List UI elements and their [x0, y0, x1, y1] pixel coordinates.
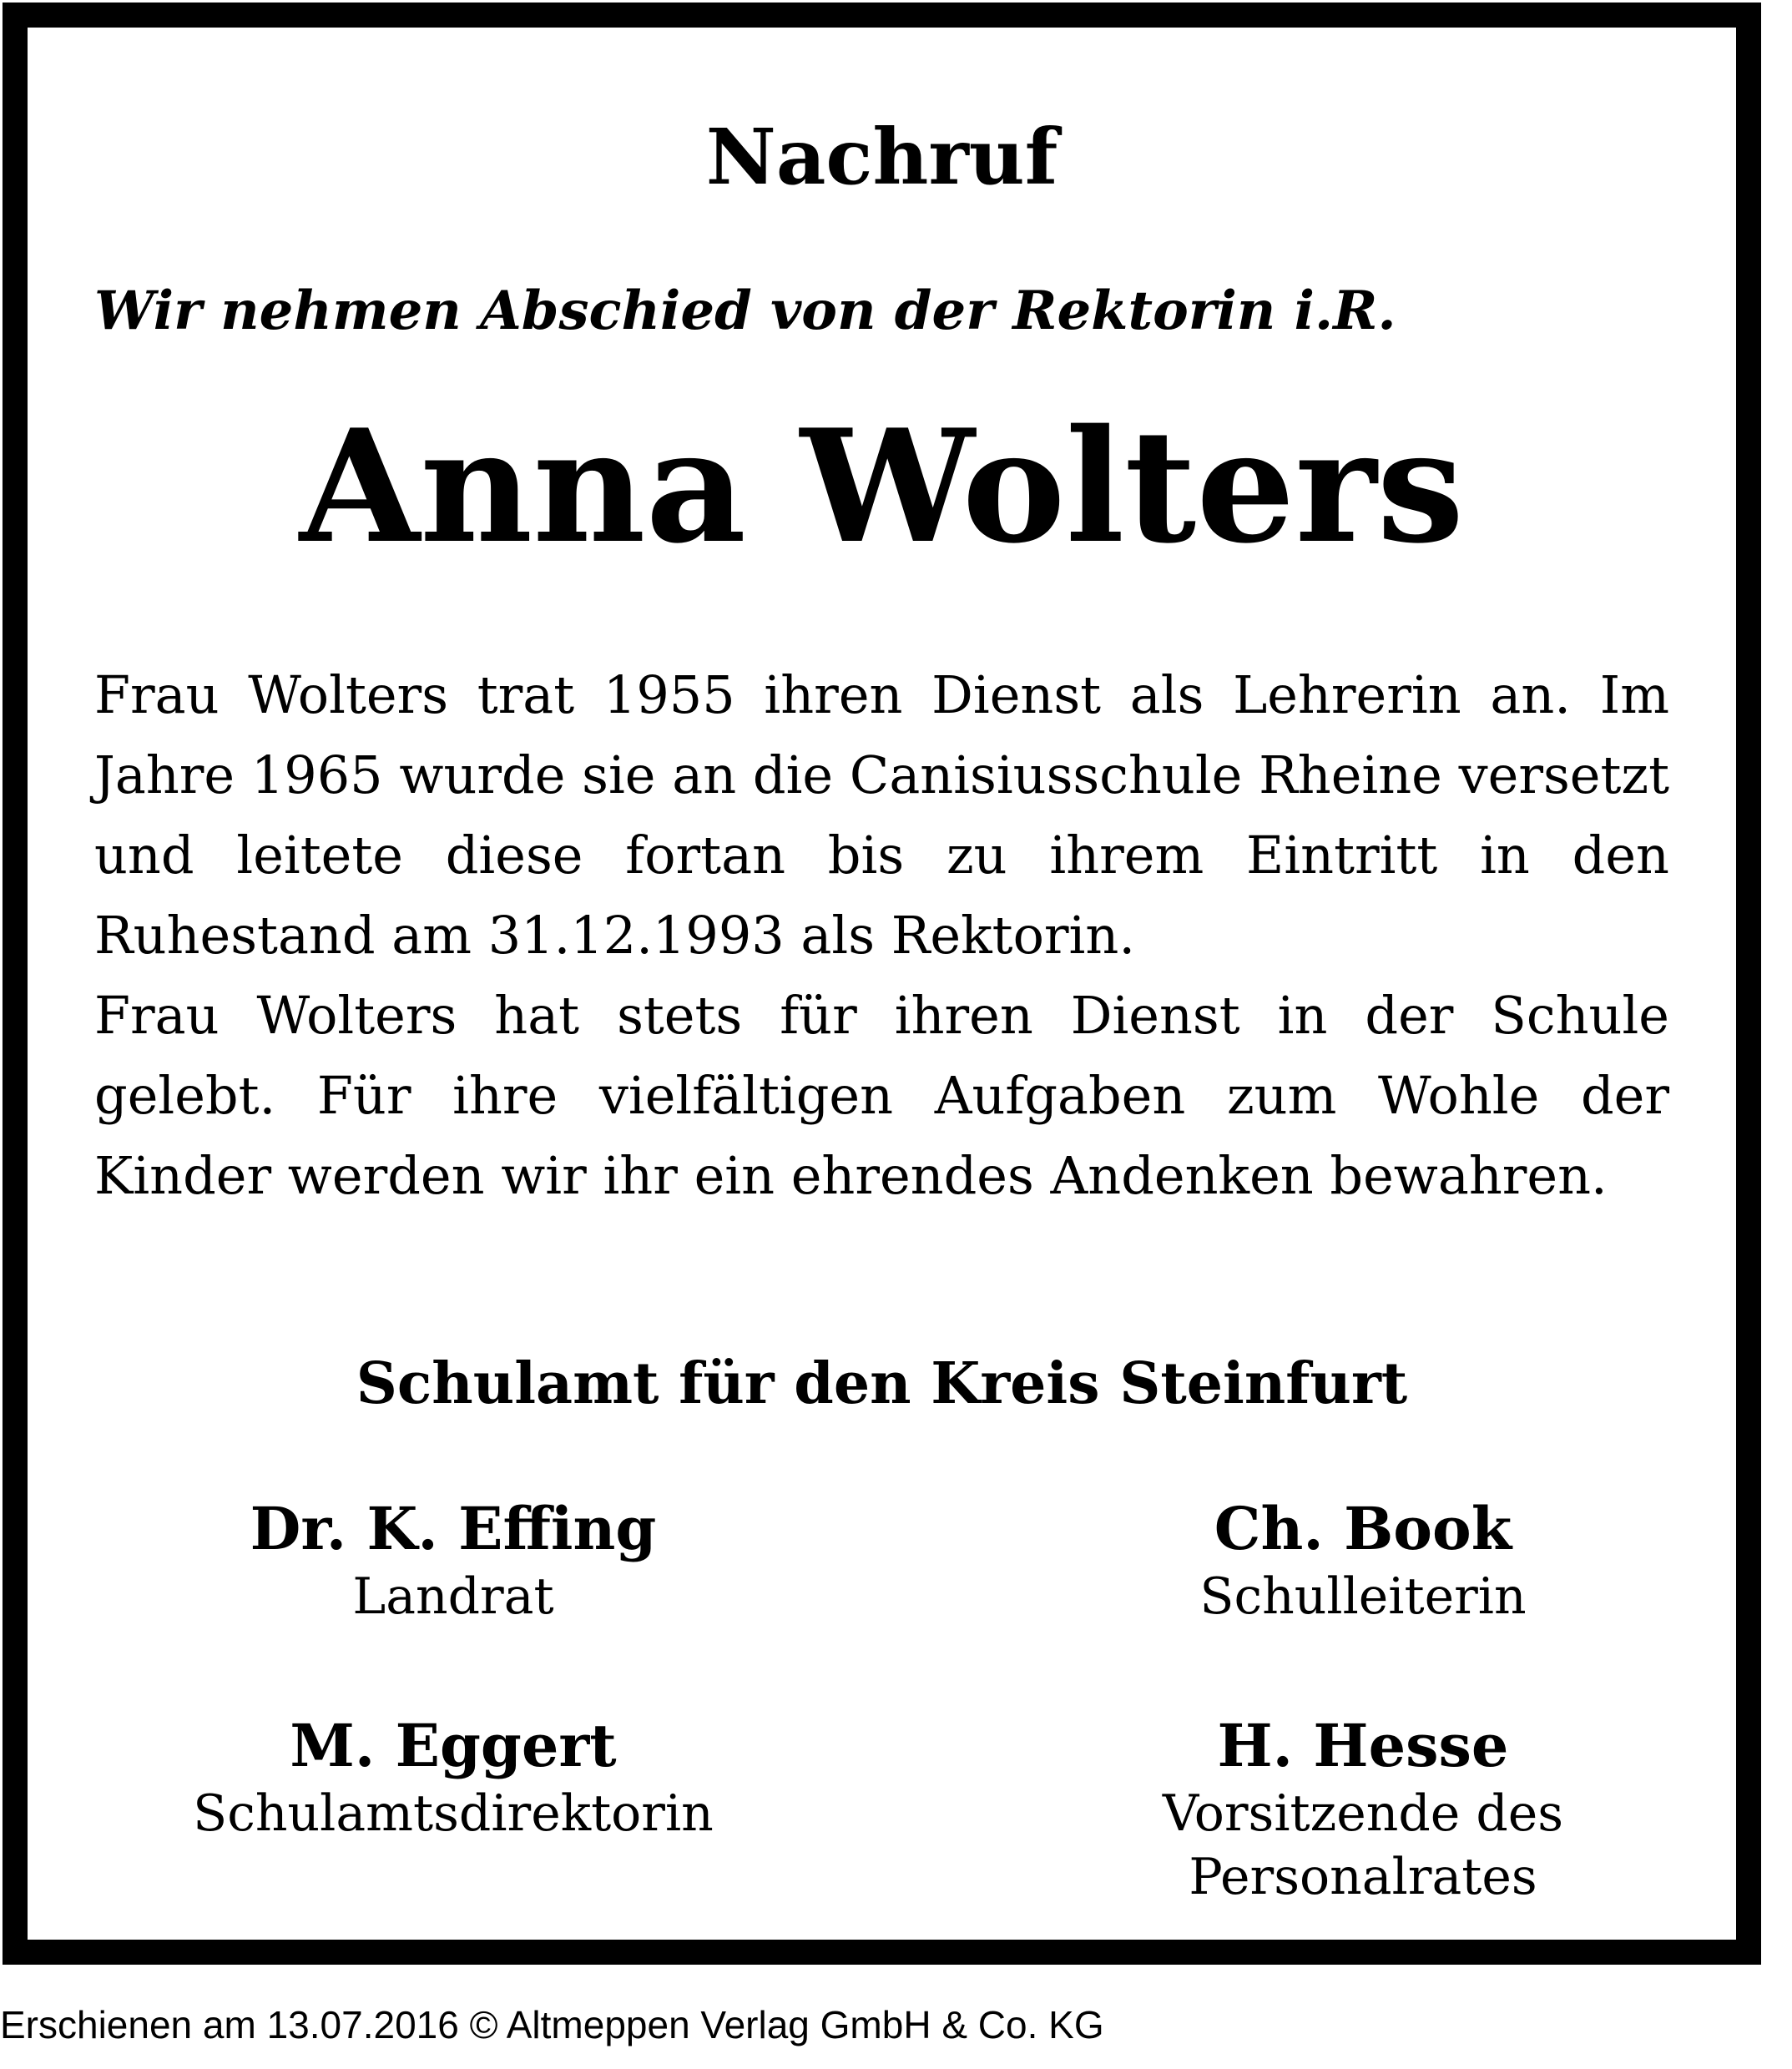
notice-heading: Nachruf — [705, 112, 1058, 202]
publication-footer: Erschienen am 13.07.2016 © Altmeppen Verlag GmbH & Co. KG — [0, 2003, 1104, 2046]
signatory-name: M. Eggert — [290, 1711, 617, 1780]
signatory-role: Schulamtsdirektorin — [193, 1784, 714, 1843]
body-paragraph: Frau Wolters hat stets für ihren Dienst in der Schule gelebt. Für ihre vielfältigen Aufgaben zum Wohle der Kinder werden wir ihr ein ehrendes Andenken bewahren. — [94, 985, 1669, 1206]
signatory-role: Landrat — [352, 1567, 554, 1626]
deceased-name: Anna Wolters — [299, 395, 1465, 578]
body-paragraph: Frau Wolters trat 1955 ihren Dienst als Lehrerin an. Im Jahre 1965 wurde sie an die Canisiusschule Rheine versetzt und leitete diese fortan bis zu ihrem Eintritt in den Ruhestand am 31.12.1993 als Rektorin. — [94, 664, 1669, 966]
signatory-role: Vorsitzende des Personalrates — [1162, 1784, 1564, 1906]
notice-body — [94, 655, 1669, 1216]
signatory — [78, 1710, 829, 1845]
obituary-frame — [3, 3, 1761, 1965]
sender-organization: Schulamt für den Kreis Steinfurt — [356, 1350, 1408, 1417]
notice-subtitle: Wir nehmen Abschied von der Rektorin i.R. — [94, 280, 1396, 342]
signatory-name: H. Hesse — [1217, 1711, 1509, 1780]
signatory-role: Schulleiterin — [1199, 1567, 1527, 1626]
obituary-content — [94, 28, 1669, 1940]
signatory-name: Ch. Book — [1214, 1494, 1512, 1563]
signatory — [987, 1710, 1739, 1909]
signatory — [78, 1493, 829, 1628]
signatory-name: Dr. K. Effing — [250, 1494, 657, 1563]
signatory — [987, 1493, 1739, 1628]
